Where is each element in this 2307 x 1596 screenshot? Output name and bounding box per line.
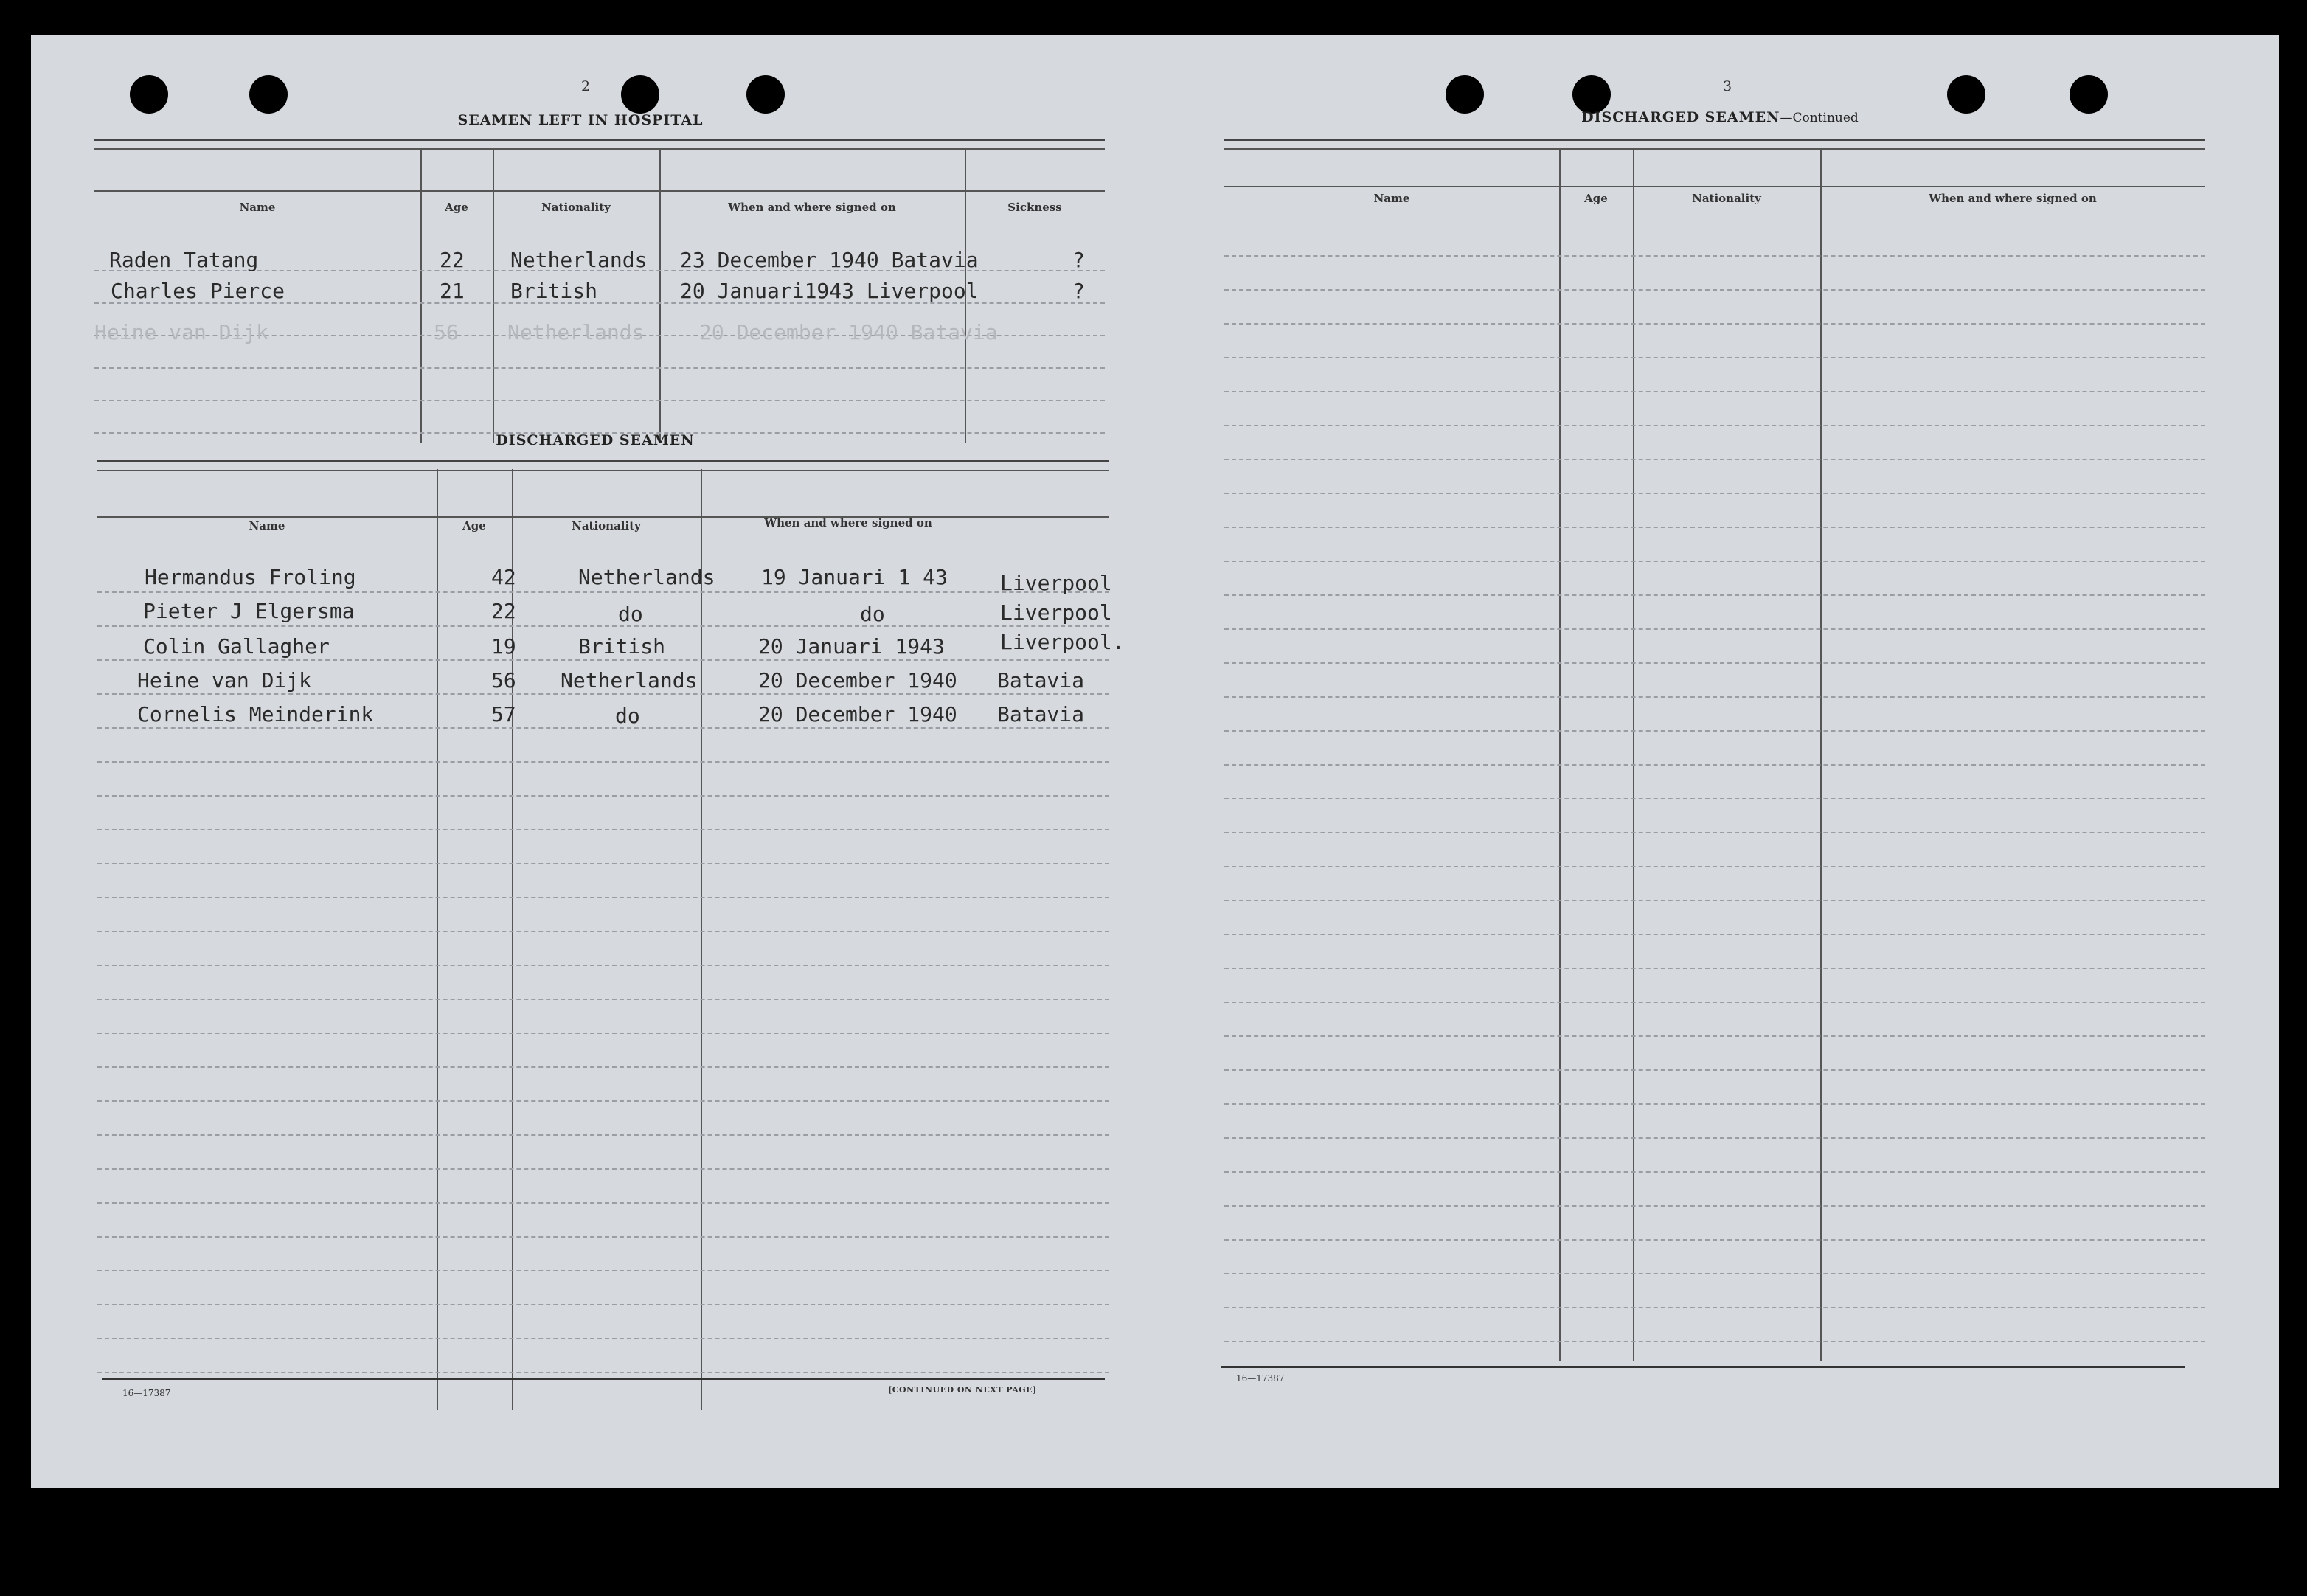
seaman-age: 22 (491, 599, 516, 623)
seaman-name: Charles Pierce (111, 279, 285, 303)
section-title: DISCHARGED SEAMEN (1581, 109, 1780, 125)
seaman-name: Raden Tatang (109, 248, 259, 272)
seaman-name: Colin Gallagher (143, 634, 330, 659)
column-header-name: Name (249, 519, 285, 532)
discharged-section-title: DISCHARGED SEAMEN (496, 432, 695, 448)
signed-on: 23 December 1940 Batavia (680, 248, 979, 272)
seaman-nationality: Netherlands (510, 248, 648, 272)
column-header-name: Name (239, 201, 276, 214)
bottom-rule (102, 1378, 1105, 1380)
column-header-age: Age (1584, 192, 1608, 205)
column-header-nationality: Nationality (1692, 192, 1761, 205)
punch-hole (746, 75, 785, 114)
continued-note: [CONTINUED ON NEXT PAGE] (888, 1385, 1037, 1395)
seaman-age: 19 (491, 634, 516, 659)
page-number: 3 (1723, 78, 1732, 94)
signed-on-place: Batavia (997, 668, 1085, 693)
title-continued: —Continued (1780, 111, 1859, 125)
column-header-sickness: Sickness (1007, 201, 1062, 214)
signed-on-date: 19 Januari 1 43 (761, 565, 948, 589)
seaman-name: Cornelis Meinderink (137, 702, 374, 726)
seaman-nationality: Netherlands (578, 565, 715, 589)
seaman-nationality: Netherlands (561, 668, 698, 693)
seaman-nationality: British (510, 279, 598, 303)
form-number: 16—17387 (1236, 1373, 1285, 1384)
column-header-age: Age (462, 519, 486, 532)
discharged-continued-table (1224, 139, 2205, 1364)
seaman-age: 21 (440, 279, 465, 303)
seaman-name: Heine van Dijk (94, 320, 269, 344)
seaman-age: 22 (440, 248, 465, 272)
punch-hole (1947, 75, 1985, 114)
signed-on-place: Batavia (997, 702, 1085, 726)
signed-on-date: 20 December 1940 (758, 702, 957, 726)
seaman-name: Heine van Dijk (137, 668, 312, 693)
column-header-nationality: Nationality (572, 519, 641, 532)
page-title (1513, 109, 1926, 125)
seaman-age: 42 (491, 565, 516, 589)
hospital-section-title: SEAMEN LEFT IN HOSPITAL (457, 112, 704, 128)
signed-on: 20 Januari1943 Liverpool (680, 279, 979, 303)
left-page (31, 35, 1159, 1488)
punch-hole (2070, 75, 2108, 114)
column-header-age: Age (445, 201, 468, 214)
signed-on-place: Liverpool (1000, 600, 1112, 625)
seaman-nationality: British (578, 634, 666, 659)
hospital-table (94, 139, 1105, 445)
sickness: ? (1072, 279, 1085, 303)
column-header-name: Name (1373, 192, 1410, 205)
punch-hole (621, 75, 659, 114)
signed-on-date: 20 December 1940 (758, 668, 957, 693)
punch-hole (1446, 75, 1484, 114)
seaman-nationality: do (618, 602, 643, 626)
column-header-signed-on: When and where signed on (1929, 192, 2097, 205)
seaman-age: 57 (491, 702, 516, 726)
signed-on-date: 20 Januari 1943 (758, 634, 945, 659)
signed-on-place: Liverpool. (1000, 630, 1125, 654)
punch-hole (1572, 75, 1611, 114)
seaman-name: Hermandus Froling (145, 565, 356, 589)
form-number: 16—17387 (122, 1388, 171, 1398)
seaman-age: 56 (491, 668, 516, 693)
sickness: ? (1072, 248, 1085, 272)
column-header-nationality: Nationality (541, 201, 611, 214)
right-page (1159, 35, 2279, 1488)
column-header-signed-on: When and where signed on (764, 516, 932, 530)
seaman-age: 56 (434, 320, 459, 344)
bottom-rule (1221, 1366, 2185, 1368)
seaman-nationality: do (615, 704, 640, 728)
punch-hole (130, 75, 168, 114)
signed-on-place: Liverpool (1000, 571, 1112, 595)
punch-hole (249, 75, 288, 114)
seaman-nationality: Netherlands (507, 320, 645, 344)
discharged-table (97, 460, 1125, 1412)
page-number: 2 (581, 78, 591, 94)
signed-on-date: do (860, 602, 885, 626)
seaman-name: Pieter J Elgersma (143, 599, 355, 623)
column-header-signed-on: When and where signed on (728, 201, 896, 214)
signed-on: 20 December 1940 Batavia (699, 320, 998, 344)
